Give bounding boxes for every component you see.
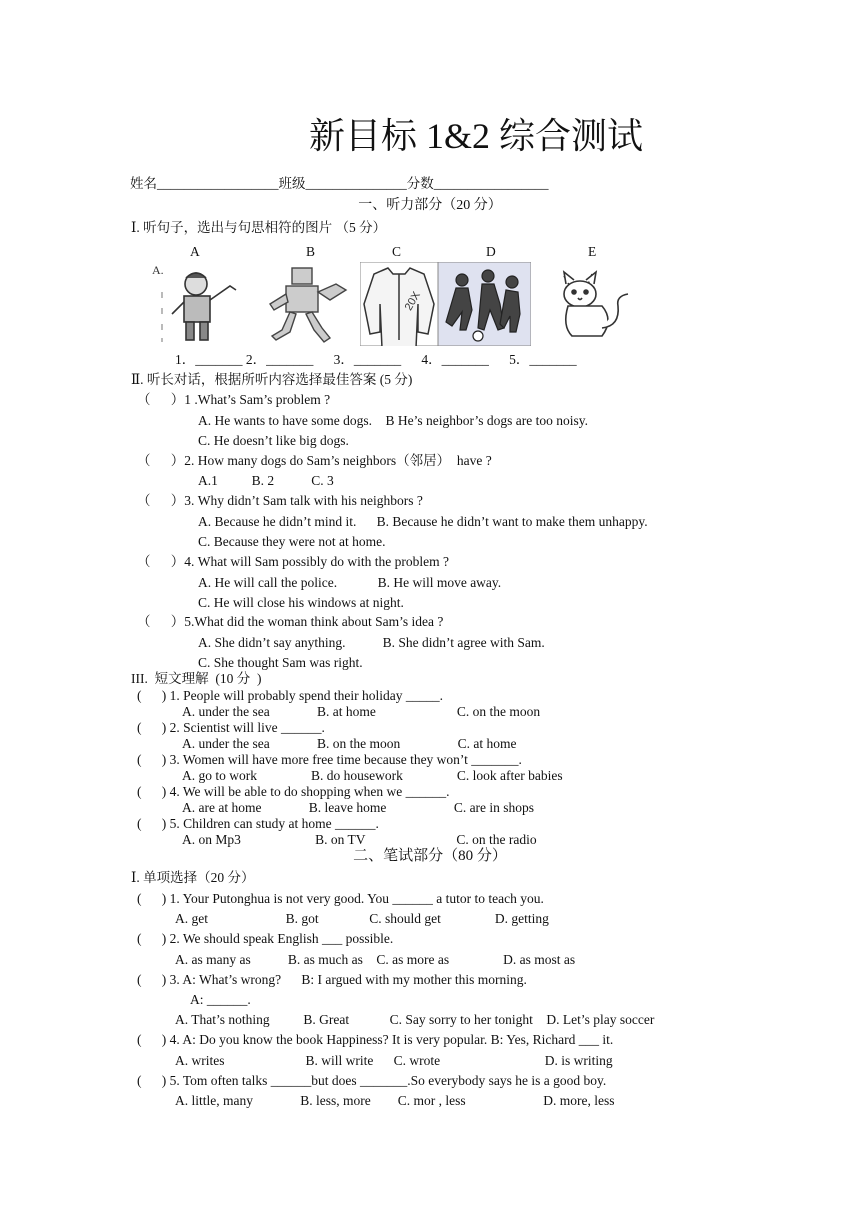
svg-text:A.: A. (152, 263, 164, 277)
mc-question-4: ( ) 4. A: Do you know the book Happiness? It is very popular. B: Yes, Richard ___ it. (137, 1032, 614, 1047)
subsection-heading: III. 短文理解 (10 分 ) (131, 671, 262, 686)
reading-question-3: ( ) 3. Women will have more free time because they won’t _______. (137, 752, 522, 767)
student-info-line: 姓名__________________班级_______________分数_________________ (130, 176, 549, 191)
mc-question-1: ( ) 1. Your Putonghua is not very good. You ______ a tutor to teach you. (137, 891, 544, 906)
soccer-players-icon (438, 262, 531, 346)
section-heading-listening: 一、听力部分（20 分） (358, 198, 502, 213)
question-options: A. on Mp3 B. on TV C. on the radio (182, 832, 537, 847)
question-options: A. writes B. will write C. wrote D. is writing (175, 1053, 613, 1068)
page-title: 新目标 1&2 综合测试 (308, 116, 643, 156)
man-pointing-icon (150, 262, 255, 346)
reading-question-1: ( ) 1. People will probably spend their holiday _____. (137, 688, 443, 703)
question-options: A. He will call the police. B. He will move away. (198, 575, 502, 590)
question-4: （ ）4. What will Sam possibly do with the problem ? (137, 554, 449, 569)
question-options: A. That’s nothing B. Great C. Say sorry to her tonight D. Let’s play soccer (175, 1012, 655, 1027)
question-options: A.1 B. 2 C. 3 (198, 473, 334, 488)
dialogue-line: A: ______. (190, 992, 251, 1007)
question-2: （ ）2. How many dogs do Sam’s neighbors（邻居） have ? (137, 453, 492, 468)
question-options: C. He doesn’t like big dogs. (198, 433, 349, 448)
question-options: C. Because they were not at home. (198, 534, 386, 549)
cat-icon (536, 262, 638, 346)
section-heading-writing: 二、笔试部分（80 分） (353, 848, 507, 864)
question-options: A. He wants to have some dogs. B He’s neighbor’s dogs are too noisy. (198, 413, 588, 428)
picture-letter: D (486, 244, 496, 259)
question-options: A. are at home B. leave home C. are in shops (182, 800, 535, 815)
reading-question-4: ( ) 4. We will be able to do shopping when we ______. (137, 784, 450, 799)
question-options: A. under the sea B. on the moon C. at home (182, 736, 517, 751)
subsection-heading: Ⅰ. 单项选择（20 分） (131, 870, 255, 885)
picture-letter: B (306, 244, 316, 259)
reading-question-2: ( ) 2. Scientist will live ______. (137, 720, 325, 735)
mc-question-5: ( ) 5. Tom often talks ______but does _______.So everybody says he is a good boy. (137, 1073, 607, 1088)
mc-question-2: ( ) 2. We should speak English ___ possible. (137, 931, 394, 946)
subsection-heading: Ⅱ. 听长对话，根据所听内容选择最佳答案 (5 分) (131, 372, 413, 387)
question-options: A. go to work B. do housework C. look after babies (182, 768, 563, 783)
question-options: A. as many as B. as much as C. as more as D. as most as (175, 952, 576, 967)
robot-icon (262, 262, 357, 346)
question-options: C. She thought Sam was right. (198, 655, 363, 670)
question-5: （ ）5.What did the woman think about Sam’s idea ? (137, 614, 444, 629)
jacket-icon (360, 262, 438, 346)
question-options: A. get B. got C. should get D. getting (175, 911, 549, 926)
question-options: A. She didn’t say anything. B. She didn’t agree with Sam. (198, 635, 545, 650)
answer-blanks: 1．_______ 2．_______ 3．_______ 4．_______ 5．_______ (175, 352, 577, 367)
question-1: （ ）1 .What’s Sam’s problem ? (137, 392, 331, 407)
picture-letter: C (392, 244, 402, 259)
question-options: A. under the sea B. at home C. on the moon (182, 704, 541, 719)
picture-letter: E (588, 244, 597, 259)
question-options: C. He will close his windows at night. (198, 595, 404, 610)
svg-text:20X: 20X (402, 289, 423, 313)
question-3: （ ）3. Why didn’t Sam talk with his neighbors ? (137, 493, 423, 508)
reading-question-5: ( ) 5. Children can study at home ______. (137, 816, 379, 831)
subsection-heading: Ⅰ. 听句子，选出与句思相符的图片 （5 分） (131, 220, 387, 235)
mc-question-3: ( ) 3. A: What’s wrong? B: I argued with my mother this morning. (137, 972, 527, 987)
question-options: A. Because he didn’t mind it. B. Because he didn’t want to make them unhappy. (198, 514, 648, 529)
picture-letter: A (190, 244, 200, 259)
question-options: A. little, many B. less, more C. mor , less D. more, less (175, 1093, 615, 1108)
